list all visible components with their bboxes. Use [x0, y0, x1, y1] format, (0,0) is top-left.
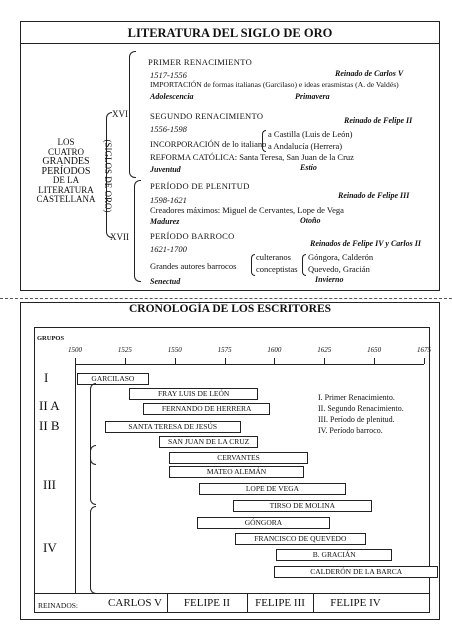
- period-4-name: PERÍODO BARROCO: [150, 231, 235, 241]
- period-2-reform: REFORMA CATÓLICA: Santa Teresa, San Juan de la Cruz: [150, 152, 354, 162]
- siglos-label: (SIGLOS DE ORO): [103, 139, 113, 213]
- writer-bar: CERVANTES: [169, 452, 309, 464]
- period-3-desc: Creadores máximos: Miguel de Cervantes, Lope de Vega: [150, 205, 344, 215]
- writer-bar: FRAY LUIS DE LEÓN: [129, 388, 259, 400]
- period-2-reign: Reinado de Felipe II: [344, 116, 413, 125]
- period-2-name: SEGUNDO RENACIMIENTO: [150, 111, 264, 121]
- year-label: 1500: [68, 346, 82, 354]
- period-1-reign: Reinado de Carlos V: [335, 69, 404, 78]
- group-brace: [90, 445, 96, 505]
- period-3-reign: Reinado de Felipe III: [338, 191, 410, 200]
- writer-bar: CALDERÓN DE LA BARCA: [274, 566, 438, 578]
- period-4-age: Senectud: [150, 277, 181, 286]
- left-label-line: PERÍODOS: [41, 165, 91, 177]
- period-1-season: Primavera: [295, 92, 330, 101]
- bottom-title: CRONOLOGÍA DE LOS ESCRITORES: [128, 303, 332, 315]
- writer-bar: SAN JUAN DE LA CRUZ: [159, 436, 259, 448]
- period-4-auth-a: Góngora, Calderón: [308, 252, 374, 262]
- year-label: 1600: [267, 346, 282, 354]
- writer-bar: TIRSO DE MOLINA: [233, 500, 373, 512]
- group-label-i: I: [44, 370, 49, 385]
- writer-bar: B. GRACIÁN: [276, 549, 392, 561]
- period-3-age: Madurez: [150, 217, 180, 226]
- writer-bar: SANTA TERESA DE JESÚS: [105, 421, 241, 433]
- period-2-opt-b: a Andalucía (Herrera): [268, 141, 343, 151]
- writer-bar: GARCILASO: [77, 373, 149, 385]
- year-axis: [75, 364, 424, 365]
- reinados-label: REINADOS:: [38, 601, 79, 610]
- left-label-line: LOS: [57, 137, 75, 147]
- year-label: 1650: [367, 346, 382, 354]
- period-2-season: Estío: [300, 163, 317, 172]
- reign-carlos-v: CARLOS V: [108, 597, 162, 609]
- period-4-opt-b: conceptistas: [256, 264, 298, 274]
- left-label-line: CASTELLANA: [36, 194, 96, 204]
- period-4-dates: 1621-1700: [150, 244, 187, 254]
- left-label-line: LITERATURA: [38, 184, 94, 195]
- left-label-line: DE LA: [52, 175, 80, 185]
- century-xvi: XVI: [112, 109, 128, 119]
- legend-item: III. Período de plenitud.: [318, 415, 395, 424]
- reign-felipe-iii: FELIPE III: [255, 597, 305, 609]
- top-title: LITERATURA DEL SIGLO DE ORO: [127, 26, 333, 40]
- writer-bar: MATEO ALEMÁN: [169, 466, 305, 478]
- group-label-iii: III: [43, 477, 56, 492]
- legend-item: IV. Período barroco.: [318, 426, 383, 435]
- period-4-season: Invierno: [315, 275, 344, 284]
- period-4-reign: Reinados de Felipe IV y Carlos II: [310, 239, 421, 248]
- grupos-label: GRUPOS: [37, 335, 65, 342]
- period-4-desc: Grandes autores barrocos: [150, 261, 237, 271]
- year-label: 1575: [217, 346, 232, 354]
- group-label-iv: IV: [43, 540, 57, 555]
- left-label-line: GRANDES: [42, 156, 90, 167]
- year-label: 1675: [417, 346, 431, 354]
- period-1-age: Adolescencia: [150, 92, 194, 101]
- year-label: 1525: [117, 346, 132, 354]
- legend-item: I. Primer Renacimiento.: [318, 393, 395, 402]
- period-1-dates: 1517-1556: [150, 70, 187, 80]
- century-xvii: XVII: [110, 232, 129, 242]
- period-2-desc: INCORPORACIÓN de lo italiano: [150, 139, 267, 149]
- legend: [318, 392, 404, 436]
- writer-bar: FERNANDO DE HERRERA: [143, 403, 271, 415]
- period-4-opt-a: culteranos: [256, 252, 291, 262]
- reign-felipe-ii: FELIPE II: [183, 597, 231, 609]
- period-2-opt-a: a Castilla (Luis de León): [268, 129, 353, 139]
- writer-bar: LOPE DE VEGA: [199, 483, 347, 495]
- year-tick: [424, 358, 425, 364]
- left-label-line: CUATRO: [47, 146, 84, 157]
- period-4-auth-b: Quevedo, Gracián: [308, 264, 370, 274]
- reign-felipe-iv: FELIPE IV: [330, 597, 381, 609]
- year-label: 1550: [167, 346, 182, 354]
- reigns-rule: [34, 593, 430, 594]
- period-2-age: Juventud: [150, 165, 181, 174]
- writer-bar: GÓNGORA: [197, 517, 331, 529]
- writer-bar: FRANCISCO DE QUEVEDO: [235, 533, 367, 545]
- period-1-desc: IMPORTACIÓN de formas italianas (Garcilaso) e ideas erasmistas (A. de Valdés): [150, 80, 399, 89]
- period-1-name: PRIMER RENACIMIENTO: [148, 57, 253, 67]
- legend-item: II. Segundo Renacimiento.: [318, 404, 404, 413]
- period-3-dates: 1598-1621: [150, 195, 187, 205]
- period-3-name: PERÍODO DE PLENITUD: [150, 181, 250, 191]
- chart-left-axis: [75, 364, 76, 593]
- group-label-iib: II B: [39, 418, 60, 433]
- group-brace: [90, 506, 96, 594]
- period-2-dates: 1556-1598: [150, 124, 187, 134]
- period-3-season: Otoño: [300, 216, 321, 225]
- group-label-iia: II A: [39, 398, 60, 413]
- year-label: 1625: [317, 346, 332, 354]
